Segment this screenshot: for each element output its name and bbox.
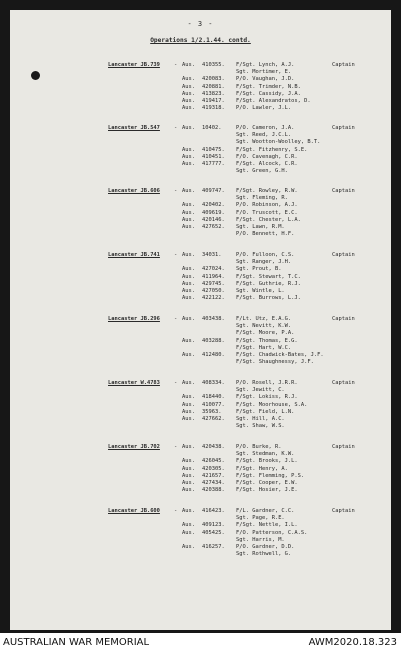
crew-name: Sgt. Ranger, J.H.: [236, 259, 292, 266]
crew-name: Sgt. Wootton-Woolley, B.T.: [236, 139, 321, 146]
crew-row: [10, 394, 391, 401]
crew-name: Sgt. Green, G.H.: [236, 168, 288, 175]
crew-row: [10, 480, 391, 487]
crew-row: [10, 281, 391, 288]
crew-row: [10, 266, 391, 273]
crew-row: [10, 402, 391, 409]
service-prefix: Aus.: [182, 394, 195, 401]
crew-name: F/Sgt. Cooper, E.W.: [236, 479, 298, 486]
service-prefix: Aus.: [182, 415, 195, 422]
aircraft-label: Lancaster JB.702: [108, 444, 160, 450]
crew-name: Sgt. Stedman, K.W.: [236, 451, 295, 458]
service-number: 420083.: [202, 76, 225, 83]
crew-name: P/O. Rosell, J.R.R.: [236, 380, 298, 386]
service-prefix: Aus.: [182, 83, 195, 90]
crew-row: [10, 147, 391, 154]
service-prefix: Aus.: [182, 202, 195, 209]
crew-name: F/Sgt. Stewart, T.C.: [236, 273, 301, 280]
document-page: [10, 10, 391, 630]
separator-dash: -: [174, 125, 178, 131]
crew-row: [10, 544, 391, 551]
crew-row: [10, 161, 391, 168]
service-number: 10402.: [202, 125, 222, 131]
crew-name: Sgt. Hill, A.C.: [236, 415, 285, 422]
service-prefix: Aus.: [182, 146, 195, 153]
crew-row: [10, 154, 391, 161]
crew-row: [10, 76, 391, 83]
crew-role: Captain: [332, 188, 355, 194]
crew-name: F/Sgt. Thomas, E.G.: [236, 337, 298, 344]
crew-name: P/O. Burke, R.: [236, 444, 282, 450]
crew-row: [10, 380, 391, 387]
crew-row: [10, 195, 391, 202]
crew-row: [10, 69, 391, 76]
crew-row: [10, 84, 391, 91]
aircraft-label: Lancaster JB.547: [108, 125, 160, 131]
separator-dash: -: [174, 380, 178, 386]
service-number: 420146.: [202, 216, 225, 223]
page-number: - 3 -: [187, 20, 214, 28]
crew-row: [10, 217, 391, 224]
crew-row: [10, 515, 391, 522]
footer-accession-number: AWM2020.18.323: [308, 637, 397, 648]
crew-row: [10, 458, 391, 465]
service-number: 34031.: [202, 252, 222, 258]
service-prefix: Aus.: [182, 543, 195, 550]
service-prefix: Aus.: [182, 76, 195, 83]
service-number: 409123.: [202, 522, 225, 529]
service-number: 35963.: [202, 408, 222, 415]
service-number: 412480.: [202, 351, 225, 358]
service-number: 420305.: [202, 465, 225, 472]
service-prefix: Aus.: [182, 252, 195, 258]
crew-name: F/Sgt. Lokiss, R.J.: [236, 394, 298, 401]
crew-name: Sgt. Nevitt, K.W.: [236, 323, 292, 330]
crew-name: P/O. Cameron, J.A.: [236, 125, 295, 131]
service-prefix: Aus.: [182, 105, 195, 112]
crew-name: F/Sgt. Chester, L.A.: [236, 216, 301, 223]
service-number: 410451.: [202, 153, 225, 160]
crew-name: Sgt. Shaw, W.S.: [236, 423, 285, 430]
service-prefix: Aus.: [182, 90, 195, 97]
crew-row: [10, 338, 391, 345]
service-prefix: Aus.: [182, 273, 195, 280]
crew-row: [10, 451, 391, 458]
service-number: 419318.: [202, 105, 225, 112]
service-prefix: Aus.: [182, 62, 195, 68]
service-number: 427434.: [202, 479, 225, 486]
crew-name: F/O. Cavenagh, C.R.: [236, 153, 298, 160]
crew-name: Sgt. Prout, B.: [236, 266, 282, 273]
crew-name: F/Sgt. Guthrie, R.J.: [236, 280, 301, 287]
crew-name: F/Sgt. Shaughnessy, J.F.: [236, 359, 314, 366]
crew-role: Captain: [332, 252, 355, 258]
crew-row: [10, 316, 391, 323]
crew-row: [10, 188, 391, 195]
crew-row: [10, 288, 391, 295]
crew-row: [10, 252, 391, 259]
service-prefix: Aus.: [182, 280, 195, 287]
service-number: 405425.: [202, 529, 225, 536]
crew-name: F/Sgt. Moore, P.A.: [236, 330, 295, 337]
aircraft-label: Lancaster W.4783: [108, 380, 160, 386]
crew-name: F/Sgt. Flemming, P.S.: [236, 472, 305, 479]
separator-dash: -: [174, 444, 178, 450]
crew-name: Sgt. Wintle, L.: [236, 287, 285, 294]
service-prefix: Aus.: [182, 160, 195, 167]
service-prefix: Aus.: [182, 472, 195, 479]
service-prefix: Aus.: [182, 266, 195, 273]
service-prefix: Aus.: [182, 529, 195, 536]
crew-row: [10, 168, 391, 175]
crew-row: [10, 210, 391, 217]
crew-name: F/O. Patterson, C.A.S.: [236, 529, 308, 536]
crew-row: [10, 231, 391, 238]
crew-name: F/Sgt. Cassidy, J.A.: [236, 90, 301, 97]
crew-row: [10, 537, 391, 544]
crew-row: [10, 345, 391, 352]
crew-name: P/O. Vaughan, J.D.: [236, 76, 295, 83]
crew-name: Sgt. Mortimer, E.: [236, 69, 292, 76]
service-prefix: Aus.: [182, 223, 195, 230]
service-number: 409747.: [202, 188, 225, 194]
crew-name: P/O. Robinson, A.J.: [236, 202, 298, 209]
crew-row: [10, 444, 391, 451]
crew-name: P/O. Lawler, J.L.: [236, 105, 292, 112]
crew-row: [10, 259, 391, 266]
service-prefix: Aus.: [182, 522, 195, 529]
service-number: 403288.: [202, 337, 225, 344]
service-number: 429745.: [202, 280, 225, 287]
crew-row: [10, 423, 391, 430]
crew-name: F/Sgt. Chadwick-Bates, J.F.: [236, 351, 324, 358]
service-prefix: Aus.: [182, 465, 195, 472]
service-number: 416257.: [202, 543, 225, 550]
crew-row: [10, 132, 391, 139]
crew-role: Captain: [332, 316, 355, 322]
aircraft-label: Lancaster JB.296: [108, 316, 160, 322]
crew-name: F/Sgt. Fitzhenry, S.E.: [236, 146, 308, 153]
crew-row: [10, 551, 391, 558]
service-number: 410475.: [202, 146, 225, 153]
service-prefix: Aus.: [182, 408, 195, 415]
crew-row: [10, 274, 391, 281]
crew-row: [10, 125, 391, 132]
crew-name: Sgt. Harris, M.: [236, 536, 285, 543]
crew-name: F/Sgt. Lynch, A.J.: [236, 62, 295, 68]
crew-name: Sgt. Rothwell, G.: [236, 551, 292, 558]
crew-role: Captain: [332, 444, 355, 450]
service-prefix: Aus.: [182, 188, 195, 194]
crew-row: [10, 105, 391, 112]
separator-dash: -: [174, 188, 178, 194]
service-number: 427652.: [202, 223, 225, 230]
crew-section: [10, 62, 391, 112]
service-prefix: Aus.: [182, 295, 195, 302]
service-prefix: Aus.: [182, 351, 195, 358]
service-number: 427024.: [202, 266, 225, 273]
crew-name: F/Sgt. Trimder, N.B.: [236, 83, 301, 90]
crew-role: Captain: [332, 62, 355, 68]
service-prefix: Aus.: [182, 153, 195, 160]
crew-name: F/L. Gardner, C.C.: [236, 508, 295, 514]
crew-section: [10, 188, 391, 238]
crew-role: Captain: [332, 125, 355, 131]
service-prefix: Aus.: [182, 458, 195, 465]
separator-dash: -: [174, 252, 178, 258]
crew-name: F/Sgt. Alexandratos, D.: [236, 97, 311, 104]
service-number: 408334.: [202, 380, 225, 386]
service-number: 420402.: [202, 202, 225, 209]
crew-name: Sgt. Fleming, R.: [236, 195, 288, 202]
crew-row: [10, 295, 391, 302]
separator-dash: -: [174, 316, 178, 322]
crew-name: F/Sgt. Nettle, I.L.: [236, 522, 298, 529]
service-prefix: Aus.: [182, 508, 195, 514]
crew-row: [10, 91, 391, 98]
crew-section: [10, 125, 391, 175]
crew-row: [10, 330, 391, 337]
aircraft-label: Lancaster JB.606: [108, 188, 160, 194]
crew-name: P/O. Fulloon, C.S.: [236, 252, 295, 258]
service-number: 403438.: [202, 316, 225, 322]
crew-name: F/Sgt. Henry, A.: [236, 465, 288, 472]
crew-name: F/O. Truscott, E.C.: [236, 209, 298, 216]
crew-row: [10, 359, 391, 366]
service-prefix: Aus.: [182, 337, 195, 344]
service-number: 410077.: [202, 401, 225, 408]
crew-row: [10, 466, 391, 473]
service-number: 411964.: [202, 273, 225, 280]
crew-row: [10, 323, 391, 330]
crew-section: [10, 444, 391, 494]
service-number: 420881.: [202, 83, 225, 90]
service-prefix: Aus.: [182, 97, 195, 104]
separator-dash: -: [174, 508, 178, 514]
footer-institution: AUSTRALIAN WAR MEMORIAL: [3, 637, 150, 648]
aircraft-label: Lancaster JB.739: [108, 62, 160, 68]
crew-row: [10, 62, 391, 69]
crew-row: [10, 409, 391, 416]
crew-row: [10, 522, 391, 529]
crew-row: [10, 224, 391, 231]
crew-role: Captain: [332, 380, 355, 386]
service-prefix: Aus.: [182, 444, 195, 450]
service-prefix: Aus.: [182, 209, 195, 216]
separator-dash: -: [174, 62, 178, 68]
crew-row: [10, 487, 391, 494]
service-number: 418440.: [202, 394, 225, 401]
crew-row: [10, 416, 391, 423]
service-number: 413823.: [202, 90, 225, 97]
crew-name: F/Sgt. Rowley, R.W.: [236, 188, 298, 194]
crew-name: F/Sgt. Hart, W.C.: [236, 344, 292, 351]
aircraft-label: Lancaster JB.741: [108, 252, 160, 258]
crew-name: Sgt. Lawn, R.M.: [236, 223, 285, 230]
service-number: 419417.: [202, 97, 225, 104]
service-prefix: Aus.: [182, 287, 195, 294]
service-number: 420388.: [202, 487, 225, 494]
crew-section: [10, 380, 391, 430]
crew-name: F/Sgt. Brooks, J.L.: [236, 458, 298, 465]
crew-name: F/Sgt. Burrows, L.J.: [236, 295, 301, 302]
crew-row: [10, 387, 391, 394]
crew-name: P/O. Bennett, H.F.: [236, 231, 295, 238]
crew-row: [10, 508, 391, 515]
service-number: 409619.: [202, 209, 225, 216]
service-number: 421657.: [202, 472, 225, 479]
crew-section: [10, 316, 391, 366]
service-number: 416423.: [202, 508, 225, 514]
service-prefix: Aus.: [182, 479, 195, 486]
service-prefix: Aus.: [182, 216, 195, 223]
service-number: 422122.: [202, 295, 225, 302]
service-number: 426045.: [202, 458, 225, 465]
crew-section: [10, 508, 391, 558]
service-number: 417777.: [202, 160, 225, 167]
crew-name: Sgt. Reed, J.C.L.: [236, 132, 292, 139]
page-heading: Operations 1/2.1.44. contd.: [150, 37, 251, 44]
crew-name: Sgt. Page, R.E.: [236, 515, 285, 522]
crew-row: [10, 98, 391, 105]
crew-row: [10, 139, 391, 146]
crew-role: Captain: [332, 508, 355, 514]
crew-row: [10, 530, 391, 537]
service-prefix: Aus.: [182, 487, 195, 494]
service-prefix: Aus.: [182, 380, 195, 386]
service-number: 427662.: [202, 415, 225, 422]
crew-name: F/Sgt. Field, L.N.: [236, 408, 295, 415]
crew-section: [10, 252, 391, 302]
crew-sections: [10, 62, 391, 628]
service-prefix: Aus.: [182, 316, 195, 322]
crew-row: [10, 473, 391, 480]
service-prefix: Aus.: [182, 401, 195, 408]
crew-name: Sgt. Jewitt, C.: [236, 387, 285, 394]
footer-bar: [0, 633, 401, 653]
crew-name: F/Sgt. Alcock, C.R.: [236, 160, 298, 167]
service-prefix: Aus.: [182, 125, 195, 131]
crew-name: F/Lt. Utz, E.A.G.: [236, 316, 292, 322]
service-number: 410355.: [202, 62, 225, 68]
service-number: 420438.: [202, 444, 225, 450]
service-number: 427050.: [202, 287, 225, 294]
crew-row: [10, 202, 391, 209]
aircraft-label: Lancaster JB.600: [108, 508, 160, 514]
crew-row: [10, 352, 391, 359]
crew-name: F/Sgt. Moorhouse, S.A.: [236, 401, 308, 408]
crew-name: F/Sgt. Hosier, J.E.: [236, 487, 298, 494]
crew-name: P/O. Gardner, D.D.: [236, 543, 295, 550]
